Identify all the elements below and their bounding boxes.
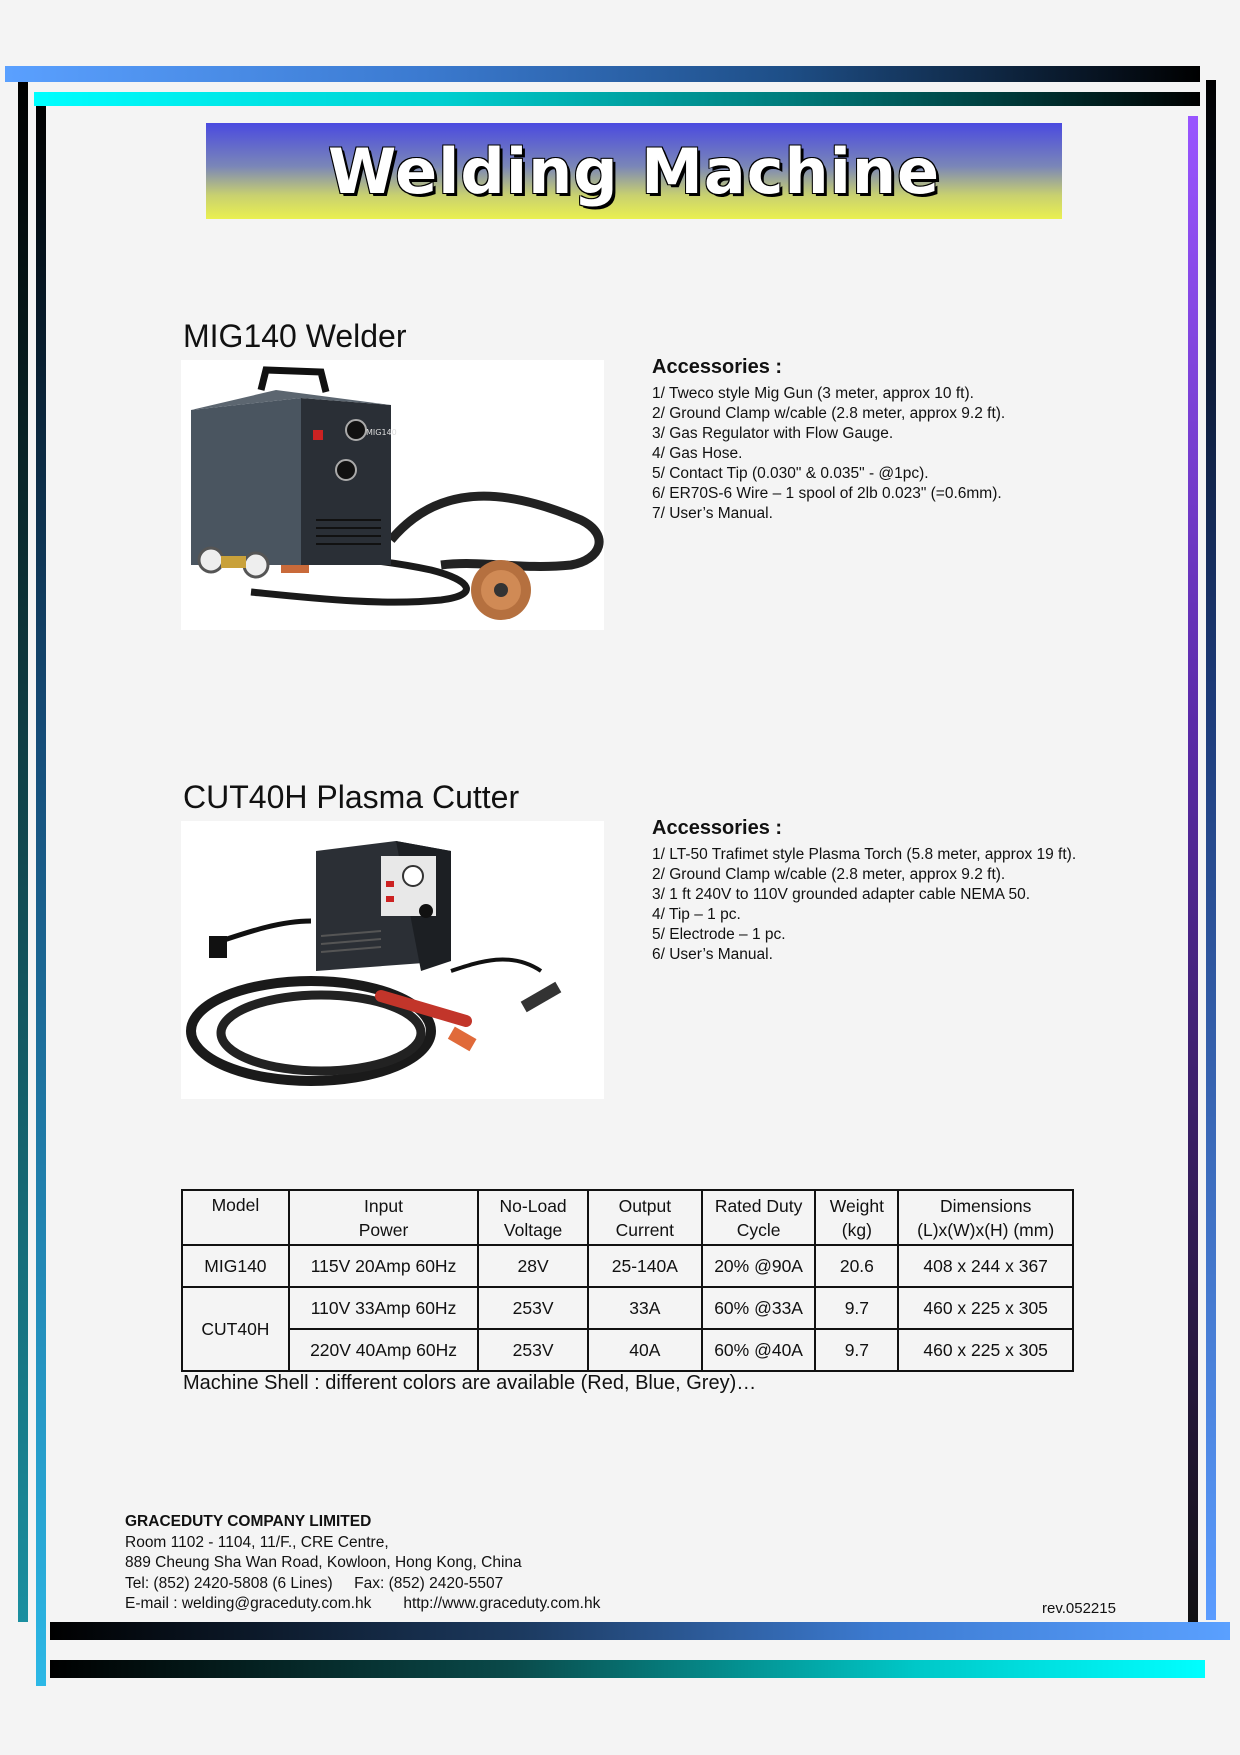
website-link[interactable]: http://www.graceduty.com.hk [403, 1595, 601, 1612]
table-row [182, 1245, 1073, 1287]
list-item: 5/ Electrode – 1 pc. [652, 926, 786, 943]
cut40h-photo [181, 821, 604, 1099]
cut40h-accessories-list [652, 845, 1076, 965]
cell-duty: 20% @90A [702, 1245, 816, 1287]
header-output-current: Output Current [588, 1190, 702, 1245]
header-rated-duty-cycle: Rated Duty Cycle [702, 1190, 816, 1245]
cell-duty: 60% @33A [702, 1287, 816, 1329]
revision-label: rev.052215 [1042, 1600, 1116, 1617]
cell-input: 220V 40Amp 60Hz [289, 1329, 478, 1371]
header-no-load-voltage: No-Load Voltage [478, 1190, 588, 1245]
frame-bar-bottom-inner [50, 1622, 1230, 1640]
frame-bar-left [18, 82, 28, 1622]
address-line-2: 889 Cheung Sha Wan Road, Kowloon, Hong Kong, China [125, 1554, 522, 1571]
list-item: 1/ LT-50 Trafimet style Plasma Torch (5.8 meter, approx 19 ft). [652, 846, 1077, 863]
list-item: 4/ Tip – 1 pc. [652, 906, 741, 923]
list-item: 2/ Ground Clamp w/cable (2.8 meter, approx 9.2 ft). [652, 866, 1006, 883]
frame-bar-bottom [50, 1660, 1205, 1678]
table-row [182, 1287, 1073, 1329]
mig140-photo [181, 360, 604, 630]
cell-weight: 9.7 [815, 1287, 898, 1329]
frame-bar-right [1206, 80, 1216, 1620]
table-row [182, 1329, 1073, 1371]
mig140-welder-illustration [181, 360, 604, 630]
mig140-accessories-list [652, 384, 1005, 524]
cell-voltage: 253V [478, 1287, 588, 1329]
header-input-power: Input Power [289, 1190, 478, 1245]
cell-voltage: 253V [478, 1329, 588, 1371]
cell-weight: 9.7 [815, 1329, 898, 1371]
frame-bar-right-inner [1188, 116, 1198, 1636]
frame-bar-top-inner [34, 92, 1200, 106]
cell-current: 40A [588, 1329, 702, 1371]
cell-voltage: 28V [478, 1245, 588, 1287]
list-item: 3/ Gas Regulator with Flow Gauge. [652, 425, 894, 442]
cut40h-accessories-heading: Accessories : [652, 817, 783, 839]
list-item: 3/ 1 ft 240V to 110V grounded adapter cable NEMA 50. [652, 886, 1031, 903]
machine-shell-note: Machine Shell : different colors are available (Red, Blue, Grey)… [183, 1372, 757, 1394]
frame-bar-top [5, 66, 1200, 82]
title-banner [206, 123, 1062, 219]
list-item: 4/ Gas Hose. [652, 445, 743, 462]
cell-weight: 20.6 [815, 1245, 898, 1287]
frame-bar-left-inner [36, 106, 46, 1686]
cell-dims: 460 x 225 x 305 [898, 1287, 1073, 1329]
cut40h-cutter-illustration [181, 821, 604, 1099]
email-link[interactable]: E-mail : welding@graceduty.com.hk [125, 1595, 372, 1612]
list-item: 5/ Contact Tip (0.030" & 0.035" - @1pc). [652, 465, 929, 482]
cell-model: MIG140 [182, 1245, 289, 1287]
list-item: 6/ User’s Manual. [652, 946, 773, 963]
address-line-1: Room 1102 - 1104, 11/F., CRE Centre, [125, 1533, 389, 1551]
cell-input: 115V 20Amp 60Hz [289, 1245, 478, 1287]
cell-dims: 460 x 225 x 305 [898, 1329, 1073, 1371]
cell-current: 33A [588, 1287, 702, 1329]
contact-line [125, 1594, 600, 1615]
company-footer [125, 1512, 600, 1615]
cell-dims: 408 x 244 x 367 [898, 1245, 1073, 1287]
product-title-cut40h: CUT40H Plasma Cutter [183, 779, 520, 815]
list-item: 1/ Tweco style Mig Gun (3 meter, approx 10 ft). [652, 385, 974, 402]
company-name: GRACEDUTY COMPANY LIMITED [125, 1513, 372, 1530]
header-model: Model [182, 1190, 289, 1245]
cell-current: 25-140A [588, 1245, 702, 1287]
header-dimensions: Dimensions (L)x(W)x(H) (mm) [898, 1190, 1073, 1245]
mig140-dial-label: MIG140 [366, 428, 397, 437]
list-item: 6/ ER70S-6 Wire – 1 spool of 2lb 0.023" (=0.6mm). [652, 485, 1002, 502]
table-header-row [182, 1190, 1073, 1245]
page-title: Welding Machine [327, 134, 941, 208]
phone-fax: Tel: (852) 2420-5808 (6 Lines) Fax: (852) 2420-5507 [125, 1574, 504, 1592]
cell-input: 110V 33Amp 60Hz [289, 1287, 478, 1329]
cell-model: CUT40H [182, 1287, 289, 1371]
list-item: 7/ User’s Manual. [652, 505, 773, 522]
list-item: 2/ Ground Clamp w/cable (2.8 meter, approx 9.2 ft). [652, 405, 1006, 422]
mig140-accessories-heading: Accessories : [652, 356, 783, 378]
header-weight: Weight (kg) [815, 1190, 898, 1245]
cell-duty: 60% @40A [702, 1329, 816, 1371]
spec-table [181, 1189, 1074, 1372]
product-title-mig140: MIG140 Welder [183, 318, 407, 354]
